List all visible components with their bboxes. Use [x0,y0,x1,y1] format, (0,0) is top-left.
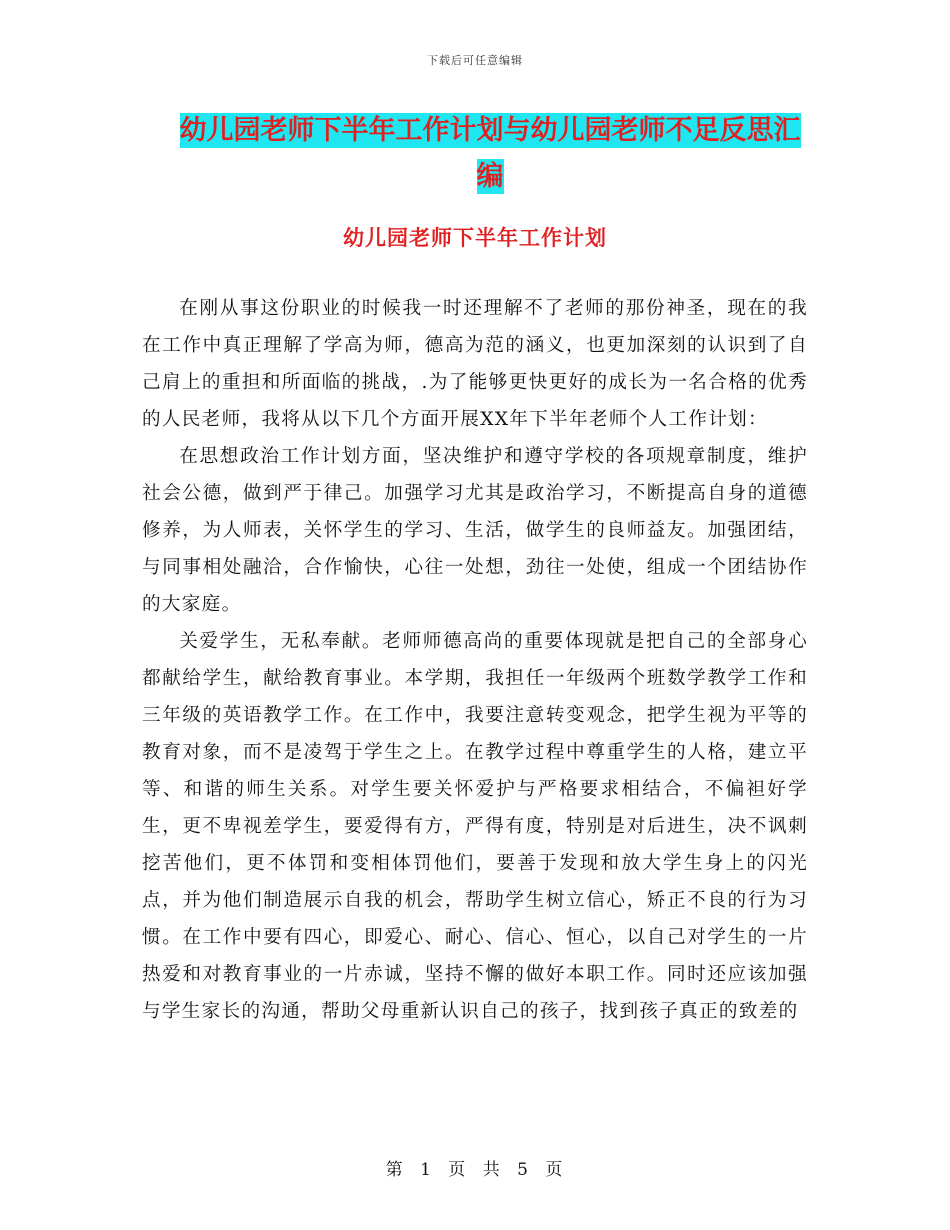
paragraph-2: 在思想政治工作计划方面，坚决维护和遵守学校的各项规章制度，维护社会公德，做到严于律己。加强学习尤其是政治学习，不断提高自身的道德修养，为人师表，关怀学生的学习、生活，做学生的良师益友。加强团结，与同事相处融洽，合作愉快，心往一处想，劲往一处使，组成一个团结协作的大家庭。 [142,446,808,615]
document-title [140,108,840,200]
paragraph-3: 关爱学生，无私奉献。老师师德高尚的重要体现就是把自己的全部身心都献给学生，献给教育事业。本学期，我担任一年级两个班数学教学工作和三年级的英语教学工作。在工作中，我要注意转变观念，把学生视为平等的教育对象，而不是凌驾于学生之上。在教学过程中尊重学生的人格，建立平等、和谐的师生关系。对学生要关怀爱护与严格要求相结合，不偏袒好学生，更不卑视差学生，要爱得有方，严得有度，特别是对后进生，决不讽刺挖苦他们，更不体罚和变相体罚他们，要善于发现和放大学生身上的闪光点，并为他们制造展示自我的机会，帮助学生树立信心，矫正不良的行为习惯。在工作中要有四心，即爱心、耐心、信心、恒心，以自己对学生的一片热爱和对教育事业的一片赤诚，坚持不懈的做好本职工作。同时还应该加强与学生家长的沟通，帮助父母重新认识自己的孩子，找到孩子真正的致差的 [142,631,808,1022]
document-title-line-1: 幼儿园老师下半年工作计划与幼儿园老师不足反思汇 [179,115,801,146]
section-title: 幼儿园老师下半年工作计划 [343,225,607,250]
page-footer [0,1155,950,1180]
document-title-line-2: 编 [476,161,504,192]
paragraph-1: 在刚从事这份职业的时候我一时还理解不了老师的那份神圣，现在的我在工作中真正理解了学高为师，德高为范的涵义，也更加深刻的认识到了自己肩上的重担和所面临的挑战，.为了能够更快更好的成长为一名合格的优秀的人民老师，我将从以下几个方面开展XX年下半年老师个人工作计划： [142,298,808,430]
page-current: 1 [420,1160,433,1180]
header-note: 下载后可任意编辑 [427,54,523,67]
page-total-prefix: 共 [482,1160,502,1180]
page-label-prefix: 第 [385,1160,405,1180]
page-label-mid: 页 [448,1160,468,1180]
page-total: 5 [517,1160,530,1180]
body-text [142,290,808,1030]
page-total-suffix: 页 [545,1160,565,1180]
